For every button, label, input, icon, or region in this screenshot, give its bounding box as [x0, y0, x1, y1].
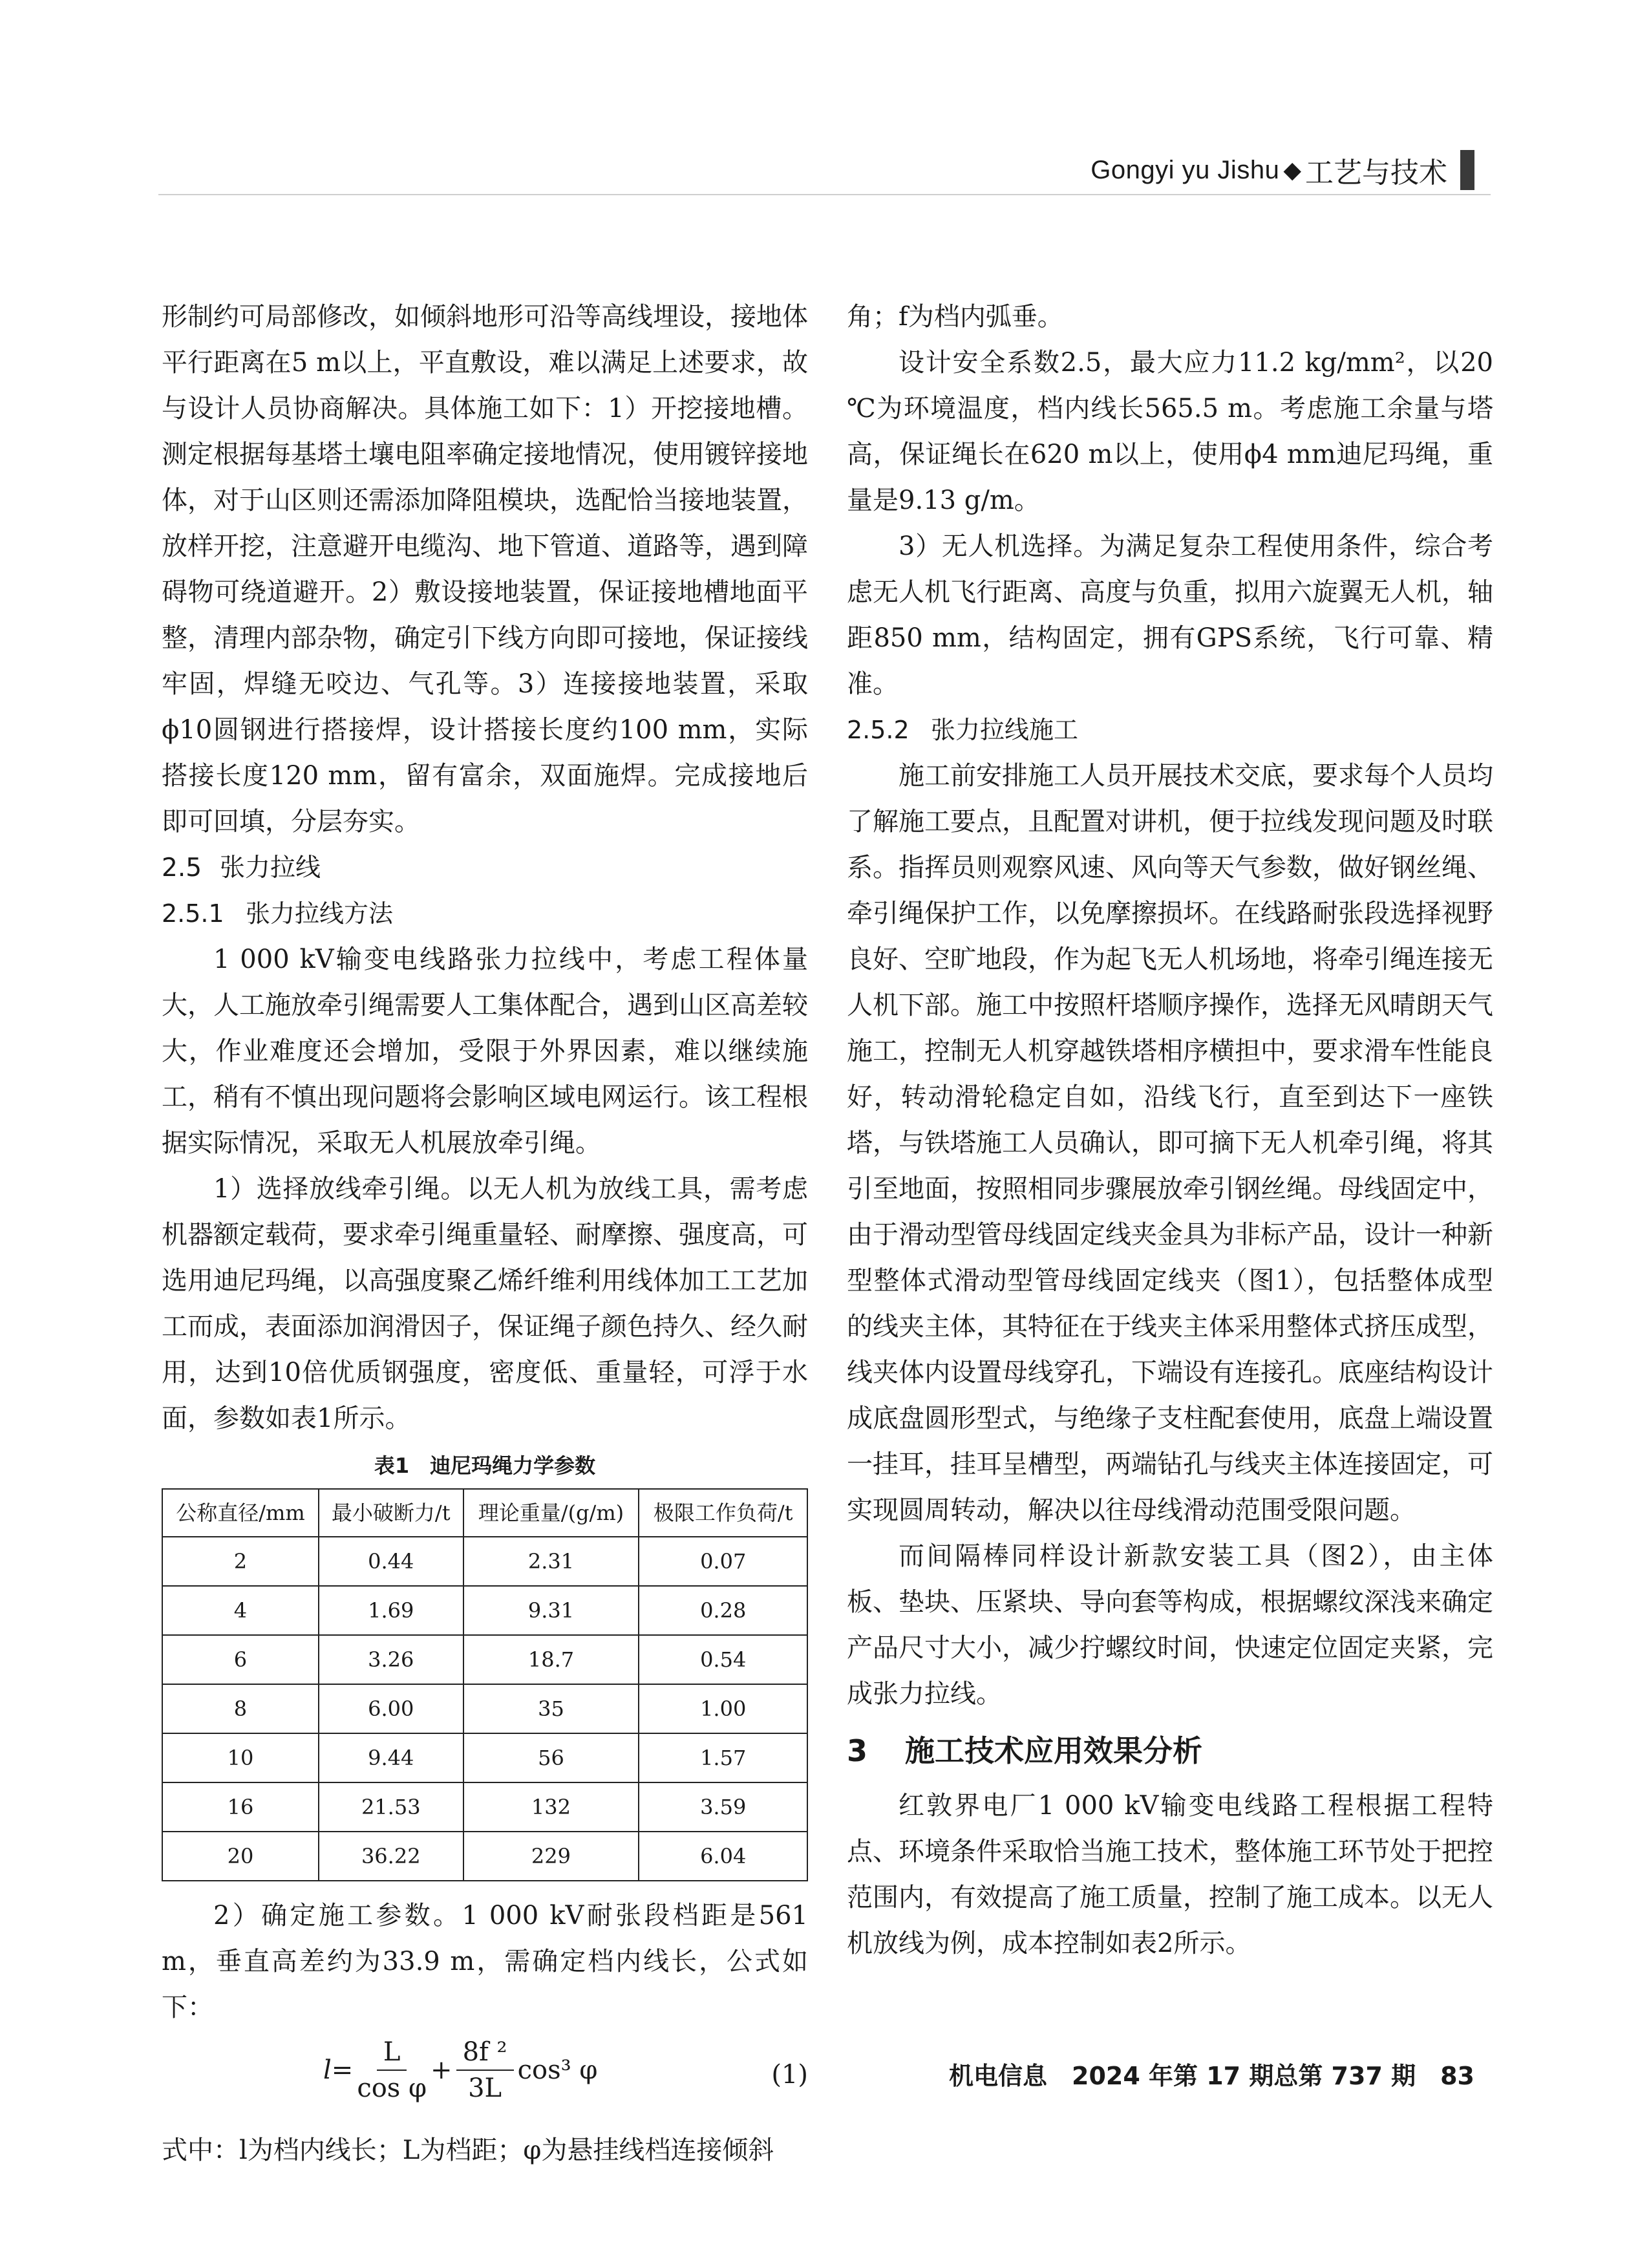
paragraph: 2）确定施工参数。1 000 kV耐张段档距是561 m，垂直高差约为33.9 m，需确定档内线长，公式如下：: [162, 1901, 808, 2022]
section-heading-3: [847, 1721, 1493, 1781]
table-row: [162, 1782, 807, 1832]
page-footer: 机电信息 2024 年第 17 期总第 737 期 83: [949, 2062, 1474, 2090]
section-heading-2-5-1: [162, 891, 808, 937]
section-number: 2.5.2: [847, 716, 910, 744]
section-number: 3: [847, 1733, 868, 1768]
table-cell: 3.59: [639, 1782, 807, 1832]
table-cell: 16: [162, 1782, 319, 1832]
table-header-cell: 极限工作负荷/t: [639, 1489, 807, 1537]
section-heading-2-5-2: [847, 707, 1493, 753]
header-section-title: 工艺与技术: [1305, 156, 1447, 189]
table-cell: 0.28: [639, 1586, 807, 1635]
paragraph: 而间隔棒同样设计新款安装工具（图2），由主体板、垫块、压紧块、导向套等构成，根据螺纹深浅来确定产品尺寸大小，减少拧螺纹时间，快速定位固定夹紧，完成张力拉线。: [847, 1541, 1493, 1709]
section-heading-2-5: [162, 845, 808, 891]
table-cell: 18.7: [463, 1635, 639, 1684]
table-cell: 56: [463, 1733, 639, 1782]
paragraph: 1 000 kV输变电线路张力拉线中，考虑工程体量大，人工施放牵引绳需要人工集体配合，遇到山区高差较大，作业难度还会增加，受限于外界因素，难以继续施工，稍有不慎出现问题将会影响区域电网运行。该工程根据实际情况，采取无人机展放牵引绳。: [162, 945, 808, 1158]
header-rule: [158, 194, 1491, 195]
fraction-denominator: cos φ: [357, 2073, 427, 2103]
table-cell: 6.04: [639, 1832, 807, 1881]
table-cell: 36.22: [319, 1832, 463, 1881]
table-cell: 0.07: [639, 1537, 807, 1586]
table-header-row: [162, 1489, 807, 1537]
table-row: [162, 1832, 807, 1881]
paragraph: 角；f为档内弧垂。: [847, 302, 1063, 332]
equation-lhs: l=: [323, 2055, 354, 2085]
table-cell: 9.44: [319, 1733, 463, 1782]
table-cell: 132: [463, 1782, 639, 1832]
table-cell: 1.69: [319, 1586, 463, 1635]
section-number: 2.5: [162, 853, 202, 883]
table-body: [162, 1537, 807, 1881]
section-number: 2.5.1: [162, 899, 224, 928]
table-cell: 0.44: [319, 1537, 463, 1586]
running-header: [1090, 147, 1474, 193]
table-cell: 35: [463, 1684, 639, 1733]
header-pinyin: Gongyi yu Jishu: [1090, 155, 1280, 184]
fraction: [456, 2037, 514, 2103]
paragraph: 设计安全系数2.5，最大应力11.2 kg/mm²，以20 ℃为环境温度，档内线长565.5 m。考虑施工余量与塔高，保证绳长在620 m以上，使用ϕ4 mm迪尼玛绳，重量是9.13 g/m。: [847, 348, 1493, 515]
section-title: 张力拉线方法: [246, 899, 394, 928]
diamond-icon: ◆: [1283, 156, 1301, 184]
table-header-cell: 最小破断力/t: [319, 1489, 463, 1537]
equation-number: (1): [771, 2060, 808, 2090]
equation-1: [162, 2031, 808, 2128]
table-row: [162, 1537, 807, 1586]
table-cell: 1.57: [639, 1733, 807, 1782]
header-bar-decoration: [1460, 150, 1474, 190]
left-column: [162, 294, 808, 2174]
fraction-numerator: 8f ²: [456, 2037, 514, 2071]
table-cell: 20: [162, 1832, 319, 1881]
table-caption: 表1 迪尼玛绳力学参数: [374, 1453, 596, 1478]
table-cell: 8: [162, 1684, 319, 1733]
paragraph: 1）选择放线牵引绳。以无人机为放线工具，需考虑机器额定载荷，要求牵引绳重量轻、耐摩擦、强度高，可选用迪尼玛绳，以高强度聚乙烯纤维利用线体加工工艺加工而成，表面添加润滑因子，保证绳子颜色持久、经久耐用，达到10倍优质钢强度，密度低、重量轻，可浮于水面，参数如表1所示。: [162, 1174, 808, 1433]
table-cell: 1.00: [639, 1684, 807, 1733]
table-cell: 0.54: [639, 1635, 807, 1684]
paragraph: 施工前安排施工人员开展技术交底，要求每个人员均了解施工要点，且配置对讲机，便于拉线发现问题及时联系。指挥员则观察风速、风向等天气参数，做好钢丝绳、牵引绳保护工作，以免摩擦损坏。在线路耐张段选择视野良好、空旷地段，作为起飞无人机场地，将牵引绳连接无人机下部。施工中按照杆塔顺序操作，选择无风晴朗天气施工，控制无人机穿越铁塔相序横担中，要求滑车性能良好，转动滑轮稳定自如，沿线飞行，直至到达下一座铁塔，与铁塔施工人员确认，即可摘下无人机牵引绳，将其引至地面，按照相同步骤展放牵引钢丝绳。母线固定中，由于滑动型管母线固定线夹金具为非标产品，设计一种新型整体式滑动型管母线固定线夹（图1），包括整体成型的线夹主体，其特征在于线夹主体采用整体式挤压成型，线夹体内设置母线穿孔，下端设有连接孔。底座结构设计成底盘圆形型式，与绝缘子支柱配套使用，底盘上端设置一挂耳，挂耳呈槽型，两端钻孔与线夹主体连接固定，可实现圆周转动，解决以往母线滑动范围受限问题。: [847, 761, 1493, 1525]
paragraph: 形制约可局部修改，如倾斜地形可沿等高线埋设，接地体平行距离在5 m以上，平直敷设，难以满足上述要求，故与设计人员协商解决。具体施工如下：1）开挖接地槽。测定根据每基塔土壤电阻率确定接地情况，使用镀锌接地体，对于山区则还需添加降阻模块，选配恰当接地装置，放样开挖，注意避开电缆沟、地下管道、道路等，遇到障碍物可绕道避开。2）敷设接地装置，保证接地槽地面平整，清理内部杂物，确定引下线方向即可接地，保证接线牢固，焊缝无咬边、气孔等。3）连接接地装置，采取ϕ10圆钢进行搭接焊，设计搭接长度约100 mm，实际搭接长度120 mm，留有富余，双面施焊。完成接地后即可回填，分层夯实。: [162, 302, 808, 837]
section-title: 施工技术应用效果分析: [905, 1733, 1202, 1768]
section-title: 张力拉线: [220, 853, 321, 883]
section-title: 张力拉线施工: [931, 716, 1079, 744]
table-row: [162, 1635, 807, 1684]
table-cell: 9.31: [463, 1586, 639, 1635]
table-cell: 6.00: [319, 1684, 463, 1733]
table-header-cell: 公称直径/mm: [162, 1489, 319, 1537]
right-column: [847, 294, 1493, 1967]
table-cell: 21.53: [319, 1782, 463, 1832]
table-row: [162, 1733, 807, 1782]
table-cell: 3.26: [319, 1635, 463, 1684]
equation-tail: cos³ φ: [517, 2055, 598, 2085]
plus-sign: +: [431, 2055, 452, 2085]
paragraph: 式中：l为档内线长；L为档距；φ为悬挂线档连接倾斜: [162, 2135, 774, 2165]
table-cell: 10: [162, 1733, 319, 1782]
fraction: [357, 2037, 427, 2103]
fraction-numerator: L: [377, 2037, 407, 2071]
table-cell: 2: [162, 1537, 319, 1586]
paragraph: 红敦界电厂1 000 kV输变电线路工程根据工程特点、环境条件采取恰当施工技术，整体施工环节处于把控范围内，有效提高了施工质量，控制了施工成本。以无人机放线为例，成本控制如表2所示。: [847, 1791, 1493, 1958]
table-row: [162, 1586, 807, 1635]
table-cell: 2.31: [463, 1537, 639, 1586]
rope-parameters-table: [162, 1488, 808, 1881]
fraction-denominator: 3L: [468, 2073, 502, 2103]
paragraph: 3）无人机选择。为满足复杂工程使用条件，综合考虑无人机飞行距离、高度与负重，拟用六旋翼无人机，轴距850 mm，结构固定，拥有GPS系统，飞行可靠、精准。: [847, 531, 1493, 699]
table-cell: 229: [463, 1832, 639, 1881]
table-cell: 6: [162, 1635, 319, 1684]
table-cell: 4: [162, 1586, 319, 1635]
table-header-cell: 理论重量/(g/m): [463, 1489, 639, 1537]
table-row: [162, 1684, 807, 1733]
equation-expression: [323, 2037, 597, 2103]
